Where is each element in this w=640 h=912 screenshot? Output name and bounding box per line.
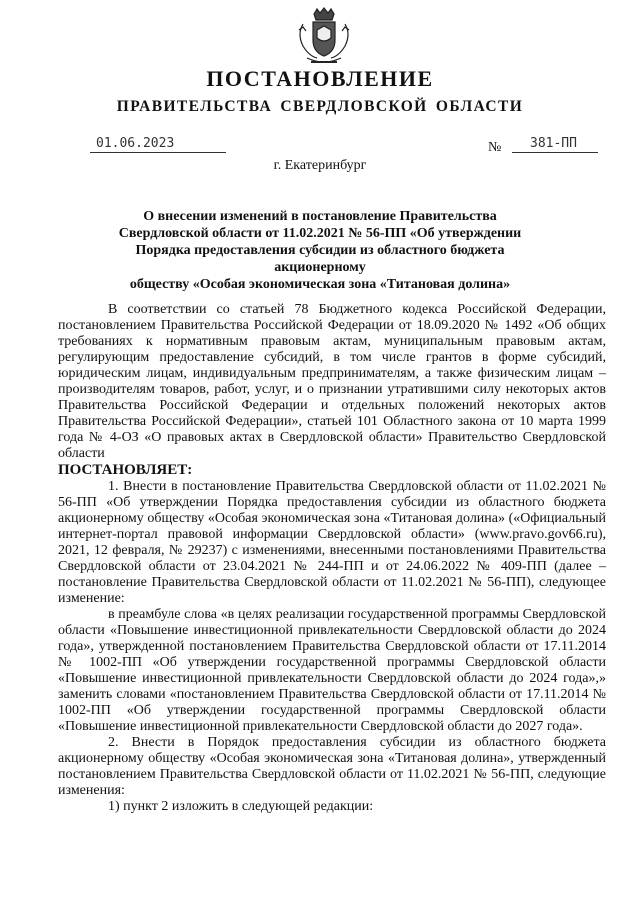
paragraph-subitem-1: 1) пункт 2 изложить в следующей редакции:	[108, 799, 374, 814]
heading-line: Порядка предоставления субсидии из областного бюджета акционерному	[135, 243, 505, 275]
document-title: ПОСТАНОВЛЕНИЕ	[206, 66, 434, 91]
document-number: 381-ПП	[512, 136, 598, 153]
document-subtitle: ПРАВИТЕЛЬСТВА СВЕРДЛОВСКОЙ ОБЛАСТИ	[116, 98, 524, 115]
heading-line: О внесении изменений в постановление Правительства	[143, 209, 497, 224]
document-date: 01.06.2023	[90, 136, 226, 153]
paragraph-resolves: ПОСТАНОВЛЯЕТ:	[58, 462, 193, 478]
heading-line: Свердловской области от 11.02.2021 № 56-ПП «Об утверждении	[118, 226, 522, 241]
coat-of-arms-icon	[295, 6, 353, 66]
document-city: г. Екатеринбург	[273, 158, 367, 173]
document-body	[58, 302, 606, 815]
document-heading	[100, 208, 540, 293]
paragraph-item-1: 1. Внести в постановление Правительства Свердловской области от 11.02.2021 № 56-ПП «Об утверждении Порядка предоставления субсидии из областного бюджета акционерному обществу «Особая экономическая зона «Титановая долина» («Официальный интернет-портал правовой информации Свердловской области» (www.pravo.gov66.ru), 2021, 12 февраля, № 29237) с изменениями, внесенными постановлениями Правительства Свердловской области от 23.04.2021 № 244-ПП и от 24.06.2022 № 409-ПП (далее – постановление Правительства Свердловской области от 11.02.2021 № 56-ПП), следующее изменение:	[58, 479, 606, 606]
paragraph-item-2: 2. Внести в Порядок предоставления субсидии из областного бюджета акционерному обществу «Особая экономическая зона «Титановая долина», утвержденный постановлением Правительства Свердловской области от 11.02.2021 № 56-ПП, следующие изменения:	[58, 735, 606, 798]
paragraph-preamble: В соответствии со статьей 78 Бюджетного кодекса Российской Федерации, постановлением Правительства Российской Федерации от 18.09.2020 № 1492 «Об общих требованиях к нормативным правовым актам, муниципальным правовым актам, регулирующим предоставление субсидий, в том числе грантов в форме субсидий, юридическим лицам, индивидуальным предпринимателям, а также физическим лицам – производителям товаров, работ, услуг, и о признании утратившими силу некоторых актов Правительства Российской Федерации и отдельных положений некоторых актов Правительства Российской Федерации», статьей 101 Областного закона от 10 марта 1999 года № 4-ОЗ «О правовых актах в Свердловской области» Правительство Свердловской области	[58, 302, 606, 461]
paragraph-preamble-change: в преамбуле слова «в целях реализации государственной программы Свердловской области «Повышение инвестиционной привлекательности Свердловской области до 2024 года», утвержденной постановлением Правительства Свердловской области от 17.11.2014 № 1002-ПП «Об утверждении государственной программы Свердловской области «Повышение инвестиционной привлекательности Свердловской области до 2024 года»,» заменить словами «постановлением Правительства Свердловской области от 17.11.2014 № 1002-ПП «Об утверждении государственной программы Свердловской области «Повышение инвестиционной привлекательности Свердловской области до 2027 года».	[58, 607, 606, 734]
heading-line: обществу «Особая экономическая зона «Титановая долина»	[129, 277, 511, 292]
number-label: №	[488, 140, 502, 155]
